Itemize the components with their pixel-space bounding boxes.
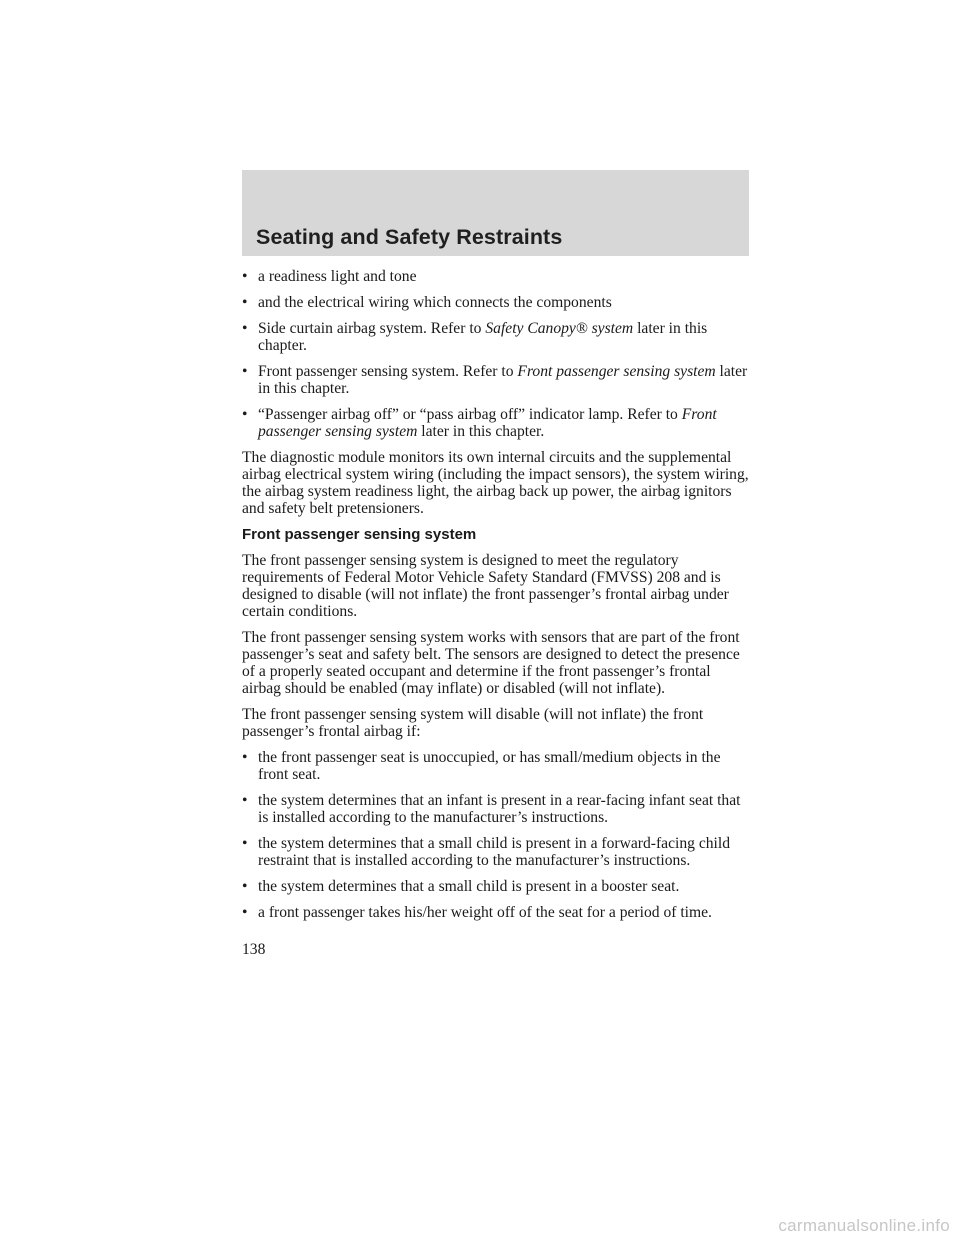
bullet-icon: • [242, 294, 248, 311]
bullet-icon: • [242, 320, 248, 337]
bullet-icon: • [242, 792, 248, 809]
bullet-item: • the system determines that an infant is present in a rear-facing infant seat that is installed according to the manufacturer’s instructions. [242, 792, 741, 826]
bullet-icon: • [242, 268, 248, 285]
cross-reference: Front passenger sensing system [517, 363, 716, 380]
section-header-band [242, 170, 749, 256]
page-number: 138 [242, 941, 266, 958]
subheading: Front passenger sensing system [242, 526, 477, 543]
bullet-item: • the system determines that a small child is present in a booster seat. [242, 878, 680, 895]
paragraph-disable: The front passenger sensing system will disable (will not inflate) the front passenger’s frontal airbag if: [242, 706, 704, 740]
bullet-item: • Front passenger sensing system. Refer to Front passenger sensing system later in this chapter. [242, 363, 748, 397]
bullet-item: • Side curtain airbag system. Refer to Safety Canopy® system later in this chapter. [242, 320, 708, 354]
paragraph-sensors: The front passenger sensing system works with sensors that are part of the front passenger’s seat and safety belt. The sensors are designed to detect the presence of a properly seated occupant and determine if the front passenger’s frontal airbag should be enabled (may inflate) or disabled (will not inflate). [242, 629, 740, 697]
watermark: carmanualsonline.info [778, 1216, 950, 1235]
paragraph-diagnostic: The diagnostic module monitors its own internal circuits and the supplemental airbag electrical system wiring (including the impact sensors), the system wiring, the airbag system readiness light, the airbag back up power, the airbag ignitors and safety belt pretensioners. [242, 449, 749, 517]
bullet-icon: • [242, 835, 248, 852]
bullet-item: • the front passenger seat is unoccupied, or has small/medium objects in the front seat. [242, 749, 721, 783]
bullet-item: • a front passenger takes his/her weight off of the seat for a period of time. [242, 904, 712, 921]
cross-reference: Front passenger sensing system [258, 406, 717, 440]
bullet-icon: • [242, 406, 248, 423]
bullet-item: • “Passenger airbag off” or “pass airbag off” indicator lamp. Refer to Front passenger sensing system later in this chapter. [242, 406, 717, 440]
paragraph-fmvss: The front passenger sensing system is designed to meet the regulatory requirements of Federal Motor Vehicle Safety Standard (FMVSS) 208 and is designed to disable (will not inflate) the front passenger’s frontal airbag under certain conditions. [242, 552, 729, 620]
bullet-item: • a readiness light and tone [242, 268, 417, 285]
bullet-icon: • [242, 749, 248, 766]
bullet-icon: • [242, 904, 248, 921]
bullet-item: • and the electrical wiring which connects the components [242, 294, 612, 311]
bullet-item: • the system determines that a small child is present in a forward-facing child restraint that is installed according to the manufacturer’s instructions. [242, 835, 731, 869]
page-content [242, 268, 752, 930]
bullet-icon: • [242, 363, 248, 380]
section-title: Seating and Safety Restraints [256, 225, 563, 249]
cross-reference: Safety Canopy® system [485, 320, 634, 337]
bullet-icon: • [242, 878, 248, 895]
